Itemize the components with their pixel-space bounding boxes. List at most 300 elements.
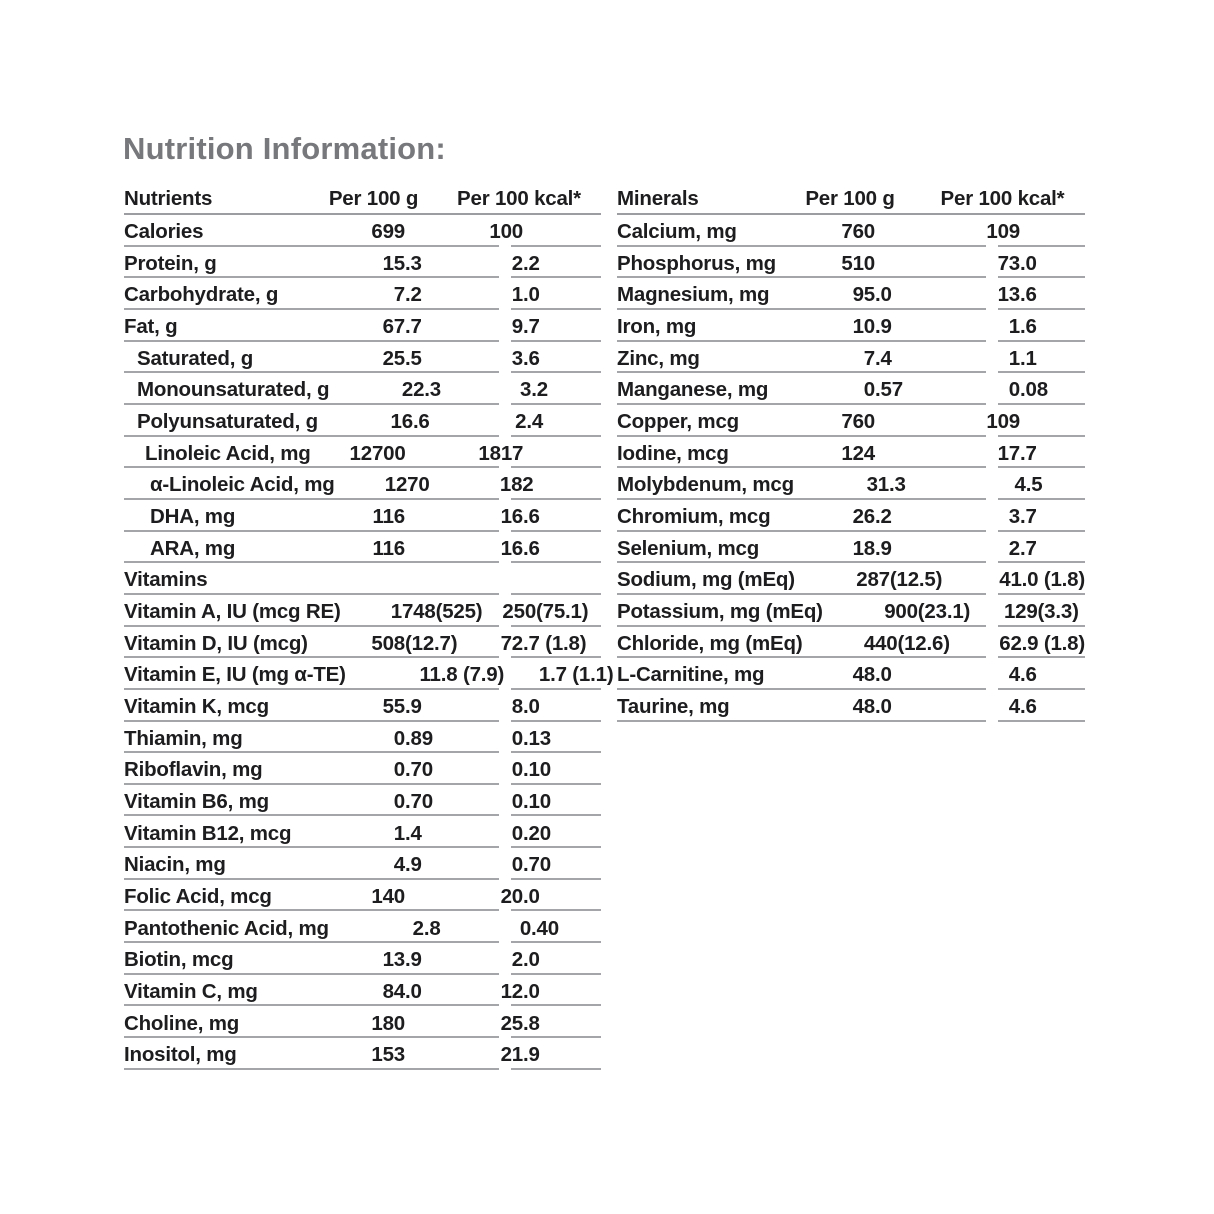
value-fraction-part: .6 (523, 536, 540, 560)
value-integer-part: 17 (997, 441, 1020, 465)
value-integer-part: 25 (500, 1011, 523, 1035)
table-row (617, 247, 1085, 279)
value-integer-part: 4 (1014, 473, 1026, 497)
value-integer-part: 22 (401, 378, 425, 402)
value-per-100kcal (960, 222, 1085, 247)
value-integer-part: 100 (489, 220, 523, 244)
value-integer-part: 67 (382, 315, 405, 339)
value-per-100kcal (960, 346, 1085, 374)
row-label: Iodine, mcg (617, 441, 729, 465)
value-per-100kcal (485, 916, 601, 944)
value-per-100g (780, 346, 960, 374)
value-per-100g (310, 697, 477, 722)
value-integer-part: 124 (841, 441, 875, 465)
value-per-100g (310, 631, 477, 659)
table-row (124, 690, 601, 722)
value-fraction-part (405, 887, 477, 908)
value-per-100g (311, 441, 478, 469)
value-per-100kcal (960, 536, 1085, 564)
value-fraction-part: .0 (523, 283, 540, 307)
value-integer-part: 84 (382, 979, 405, 1003)
value-integer-part: 699 (371, 220, 405, 244)
row-label: Folic Acid, mcg (124, 884, 272, 908)
value-per-100g (802, 631, 961, 659)
value-fraction-part (875, 222, 960, 243)
value-fraction-part: .40 (531, 916, 559, 940)
value-fraction-part: .0 (523, 695, 540, 718)
value-fraction-part: .2 (523, 251, 540, 275)
value-fraction-part (1020, 412, 1085, 433)
value-integer-part: 13 (382, 948, 405, 972)
value-per-100g (310, 821, 477, 849)
column-header-nutrients: Nutrients (124, 186, 213, 210)
value-per-100kcal (962, 631, 1085, 659)
table-row (617, 278, 1085, 310)
value-per-100kcal (477, 631, 601, 659)
value-fraction-part: .7 (1020, 536, 1037, 560)
value-integer-part: 41 (999, 568, 1022, 592)
row-label: Calories (124, 220, 204, 244)
table-row (124, 500, 601, 532)
value-per-100kcal (477, 222, 601, 247)
value-fraction-part: .0 (523, 884, 540, 908)
value-integer-part: 15 (382, 251, 405, 275)
value-integer-part: 4 (1008, 695, 1020, 718)
row-label: Chromium, mcg (617, 505, 771, 529)
row-label: Potassium, mg (mEq) (617, 600, 823, 624)
table-row (124, 215, 601, 247)
value-fraction-part (405, 222, 477, 243)
value-fraction-part (405, 1014, 477, 1035)
value-integer-part: 31 (866, 473, 889, 497)
value-per-100g (329, 380, 485, 405)
value-fraction-part: .6 (523, 346, 540, 370)
value-per-100g (310, 285, 477, 310)
value-fraction-part: .8 (423, 916, 441, 940)
value-per-100g (310, 726, 477, 754)
row-label: Vitamin D, IU (mcg) (124, 631, 308, 655)
row-label: Monounsaturated, g (137, 378, 330, 402)
value-per-100kcal (477, 726, 601, 754)
row-label: Linoleic Acid, mg (145, 441, 311, 465)
value-integer-part: 116 (372, 536, 405, 560)
value-per-100g (346, 665, 504, 690)
value-fraction-part: .10 (523, 758, 551, 782)
value-fraction-part (523, 222, 601, 243)
value-integer-part: 0 (511, 853, 523, 877)
column-header-minerals: Minerals (617, 186, 699, 210)
nutrients-table (124, 178, 614, 1070)
row-label: Selenium, mcg (617, 536, 760, 560)
row-label: Carbohydrate, g (124, 283, 279, 307)
value-per-100kcal (477, 251, 601, 279)
row-label: Vitamin C, mg (124, 979, 258, 1003)
value-integer-part: 1817 (478, 441, 524, 465)
value-integer-part: 0 (393, 758, 405, 782)
column-header-per-100kcal: Per 100 kcal* (457, 186, 581, 210)
column-header-per-100g: Per 100 g (328, 186, 419, 210)
value-per-100g (780, 507, 960, 532)
value-integer-part: 1270 (384, 473, 430, 497)
value-fraction-part: .9 (1.8) (1021, 631, 1085, 655)
value-per-100kcal (477, 979, 601, 1007)
value-fraction-part: .7 (405, 315, 422, 339)
value-fraction-part: .9 (523, 1043, 540, 1067)
value-per-100kcal (960, 697, 1085, 722)
value-fraction-part (406, 444, 478, 465)
table-row (124, 468, 601, 500)
value-per-100kcal (477, 441, 601, 469)
value-per-100g (780, 285, 960, 310)
value-integer-part: 12700 (349, 441, 406, 465)
value-per-100kcal (477, 507, 601, 532)
value-integer-part: 8 (511, 695, 523, 718)
value-integer-part: 16 (500, 505, 523, 529)
value-fraction-part: .0 (875, 283, 892, 307)
value-fraction-part (405, 539, 477, 560)
value-per-100kcal (477, 697, 601, 722)
row-label: Thiamin, mg (124, 726, 243, 750)
table-row (617, 563, 1085, 595)
value-integer-part: 0 (511, 789, 523, 813)
value-fraction-part: (12.5) (889, 568, 943, 592)
value-fraction-part: .70 (405, 789, 433, 813)
value-fraction-part: .0 (875, 695, 892, 718)
value-per-100g (310, 979, 477, 1007)
table-row (124, 1006, 601, 1038)
table-row (617, 690, 1085, 722)
row-label: Magnesium, mg (617, 283, 770, 307)
value-per-100kcal (477, 536, 601, 564)
value-fraction-part (523, 444, 601, 465)
row-label: Taurine, mg (617, 695, 730, 718)
value-fraction-part: (12.6) (897, 631, 950, 655)
value-fraction-part: .0 (875, 663, 892, 687)
row-divider (124, 1068, 499, 1070)
value-integer-part: 72 (500, 631, 523, 655)
value-per-100g (310, 884, 477, 912)
value-integer-part: 48 (852, 695, 875, 718)
row-label: Inositol, mg (124, 1043, 237, 1067)
value-integer-part: 0 (511, 821, 523, 845)
value-fraction-part: .0 (1020, 251, 1037, 275)
row-label: α-Linoleic Acid, mg (150, 473, 335, 497)
table-row (124, 753, 601, 785)
value-fraction-part: .6 (1020, 283, 1037, 307)
value-fraction-part: .0 (523, 948, 540, 972)
value-fraction-part: .7 (1.1) (550, 663, 614, 687)
value-integer-part: 7 (863, 346, 875, 370)
value-per-100g (310, 789, 477, 817)
value-per-100kcal (960, 665, 1085, 690)
value-fraction-part: .4 (526, 410, 544, 434)
value-fraction-part: .9 (875, 536, 892, 560)
row-label: Riboflavin, mg (124, 758, 263, 782)
table-row (617, 627, 1085, 659)
table-row (617, 373, 1085, 405)
value-integer-part: 180 (371, 1011, 405, 1035)
value-per-100kcal (477, 1045, 601, 1070)
value-per-100kcal (477, 855, 601, 880)
value-integer-part: 2 (412, 916, 424, 940)
value-fraction-part: .0 (1.8) (1021, 568, 1085, 592)
row-divider (511, 1068, 601, 1070)
value-per-100kcal (978, 602, 1085, 627)
row-label: Chloride, mg (mEq) (617, 631, 803, 655)
row-label: DHA, mg (150, 505, 236, 529)
value-fraction-part: (3.3) (1037, 600, 1079, 624)
row-label: Vitamin B12, mcg (124, 821, 292, 845)
value-integer-part: 73 (997, 251, 1020, 275)
value-integer-part: 0 (511, 758, 523, 782)
value-fraction-part: .9 (875, 315, 892, 339)
value-fraction-part: .8 (523, 1011, 540, 1035)
value-fraction-part: .0 (405, 979, 422, 1003)
row-label: L-Carnitine, mg (617, 663, 765, 687)
value-fraction-part: (12.7) (405, 631, 458, 655)
value-fraction-part: .7 (1020, 505, 1037, 529)
table-row (617, 405, 1085, 437)
value-fraction-part: (525) (435, 600, 483, 624)
value-integer-part: 16 (390, 410, 413, 434)
value-fraction-part (533, 475, 601, 496)
value-integer-part: 1 (1008, 346, 1020, 370)
column-header-per-100kcal: Per 100 kcal* (940, 186, 1065, 210)
table-row (124, 975, 601, 1007)
value-fraction-part: .6 (1020, 315, 1037, 339)
value-integer-part: 3 (1008, 505, 1020, 529)
value-per-100kcal (960, 441, 1085, 469)
value-integer-part: 109 (986, 410, 1020, 434)
value-integer-part: 20 (500, 884, 523, 908)
value-per-100kcal (477, 950, 601, 975)
value-per-100g (310, 855, 477, 880)
row-label: Biotin, mcg (124, 948, 234, 972)
value-fraction-part: .7 (1020, 441, 1037, 465)
value-per-100g (329, 916, 485, 944)
value-fraction-part (1020, 222, 1085, 243)
row-label: Iron, mg (617, 315, 697, 339)
value-integer-part: 0 (393, 789, 405, 813)
table-row (617, 342, 1085, 374)
table-row (124, 785, 601, 817)
value-integer-part: 760 (841, 410, 875, 434)
value-per-100kcal (477, 884, 601, 912)
table-row (124, 278, 601, 310)
value-per-100kcal (490, 602, 601, 627)
value-per-100kcal (960, 412, 1085, 437)
value-fraction-part: .4 (405, 821, 422, 845)
value-per-100g (341, 602, 490, 627)
value-fraction-part: .20 (523, 821, 551, 845)
value-per-100g (310, 346, 477, 374)
value-per-100kcal (480, 412, 601, 437)
value-fraction-part: .0 (523, 979, 540, 1003)
value-integer-part: 26 (852, 505, 875, 529)
value-integer-part: 1 (538, 663, 551, 687)
value-fraction-part: .89 (405, 726, 433, 750)
value-integer-part: 11 (419, 663, 441, 687)
value-integer-part: 0 (511, 726, 523, 750)
row-label: Calcium, mg (617, 220, 737, 244)
value-integer-part: 10 (852, 315, 875, 339)
value-per-100kcal (477, 1011, 601, 1039)
value-fraction-part: .8 (7.9) (440, 663, 505, 687)
table-row (617, 595, 1085, 627)
row-divider (998, 720, 1085, 722)
row-label: Copper, mcg (617, 410, 739, 434)
row-label: Niacin, mg (124, 853, 226, 877)
value-fraction-part: .7 (1.8) (523, 631, 587, 655)
value-fraction-part (430, 475, 488, 496)
table-row (124, 943, 601, 975)
value-fraction-part: .7 (523, 315, 540, 339)
value-integer-part: 900 (884, 600, 918, 624)
value-fraction-part: .57 (875, 378, 903, 402)
row-label: Vitamin K, mcg (124, 695, 269, 718)
value-fraction-part (405, 1045, 477, 1066)
value-integer-part: 1 (511, 283, 523, 307)
table-row (124, 247, 601, 279)
minerals-rows (617, 215, 1085, 722)
value-integer-part: 21 (500, 1043, 523, 1067)
value-fraction-part (875, 412, 960, 433)
table-row (124, 880, 601, 912)
value-integer-part: 2 (515, 410, 527, 434)
row-label: Vitamin E, IU (mg α-TE) (124, 663, 346, 687)
value-fraction-part: .13 (523, 726, 551, 750)
row-label: Pantothenic Acid, mg (124, 916, 329, 940)
value-per-100g (780, 412, 960, 437)
value-integer-part: 2 (511, 251, 523, 275)
table-row (124, 405, 601, 437)
value-integer-part: 4 (1008, 663, 1020, 687)
value-fraction-part: .1 (1020, 346, 1037, 370)
value-fraction-part: .6 (1020, 663, 1037, 687)
section-header-row (124, 563, 601, 595)
value-per-100kcal (960, 380, 1085, 405)
value-integer-part: 7 (393, 283, 405, 307)
value-integer-part: 116 (372, 505, 405, 529)
value-per-100g (310, 760, 477, 785)
value-fraction-part: .4 (875, 346, 892, 370)
value-per-100kcal (960, 317, 1085, 342)
value-integer-part: 1 (393, 821, 405, 845)
value-integer-part: 0 (1008, 378, 1020, 402)
value-per-100g (780, 536, 960, 564)
table-row (617, 215, 1085, 247)
row-label: ARA, mg (150, 536, 236, 560)
value-fraction-part: .2 (875, 505, 892, 529)
value-fraction-part: .2 (405, 283, 422, 307)
page-title: Nutrition Information: (123, 131, 446, 166)
value-integer-part: 2 (511, 948, 523, 972)
table-row (617, 310, 1085, 342)
table-row (124, 437, 601, 469)
row-divider (617, 720, 986, 722)
value-fraction-part: .9 (405, 853, 422, 877)
value-per-100g (795, 570, 962, 595)
value-per-100kcal (485, 380, 601, 405)
row-label: Vitamin A, IU (mcg RE) (124, 600, 341, 624)
value-fraction-part (405, 507, 477, 528)
value-fraction-part: .9 (405, 695, 422, 718)
value-fraction-part: .2 (531, 378, 548, 402)
value-per-100g (318, 412, 480, 437)
value-per-100kcal (477, 760, 601, 785)
value-integer-part: 9 (511, 315, 523, 339)
value-integer-part: 55 (382, 695, 405, 718)
value-per-100g (780, 222, 960, 247)
value-integer-part: 0 (393, 726, 405, 750)
value-integer-part: 287 (856, 568, 890, 592)
value-fraction-part: .70 (523, 853, 551, 877)
value-integer-part: 508 (371, 631, 405, 655)
row-label: Vitamins (124, 568, 208, 592)
table-row (617, 500, 1085, 532)
value-fraction-part: .5 (1025, 473, 1043, 497)
value-per-100g (823, 602, 978, 627)
value-integer-part: 109 (986, 220, 1020, 244)
value-fraction-part: .08 (1020, 378, 1048, 402)
value-per-100g (780, 665, 960, 690)
table-row (124, 911, 601, 943)
value-per-100kcal (477, 285, 601, 310)
table-row (124, 532, 601, 564)
row-label: Saturated, g (137, 346, 254, 370)
value-fraction-part: .10 (523, 789, 551, 813)
value-fraction-part: .3 (405, 251, 422, 275)
value-per-100g (780, 697, 960, 722)
value-per-100g (310, 1011, 477, 1039)
table-row (124, 1038, 601, 1070)
value-integer-part: 760 (841, 220, 875, 244)
value-fraction-part: (75.1) (536, 600, 589, 624)
value-integer-part: 0 (519, 916, 532, 940)
nutrients-rows (124, 215, 614, 1070)
table-row (124, 310, 601, 342)
table-row (617, 532, 1085, 564)
table-row (124, 342, 601, 374)
value-integer-part: 12 (500, 979, 523, 1003)
value-per-100g (780, 441, 960, 469)
value-integer-part: 1748 (390, 600, 436, 624)
value-integer-part: 1 (1008, 315, 1020, 339)
value-per-100g (780, 380, 960, 405)
value-fraction-part: .3 (888, 473, 906, 497)
value-integer-part: 140 (371, 884, 405, 908)
column-header-per-100g: Per 100 g (805, 186, 895, 210)
value-integer-part: 16 (500, 536, 523, 560)
value-integer-part: 95 (852, 283, 875, 307)
value-per-100g (310, 1045, 477, 1070)
minerals-table (617, 178, 1085, 722)
table-row (617, 437, 1085, 469)
value-per-100g (310, 507, 477, 532)
value-per-100g (310, 317, 477, 342)
table-row (124, 595, 601, 627)
value-per-100g (310, 950, 477, 975)
value-per-100kcal (477, 346, 601, 374)
value-per-100g (310, 536, 477, 564)
value-integer-part: 510 (841, 251, 875, 275)
row-label: Polyunsaturated, g (137, 410, 318, 434)
nutrients-header-row (124, 178, 601, 215)
value-fraction-part: .6 (1020, 695, 1037, 718)
row-label: Zinc, mg (617, 346, 700, 370)
value-integer-part: 182 (499, 473, 534, 497)
row-label: Sodium, mg (mEq) (617, 568, 795, 592)
